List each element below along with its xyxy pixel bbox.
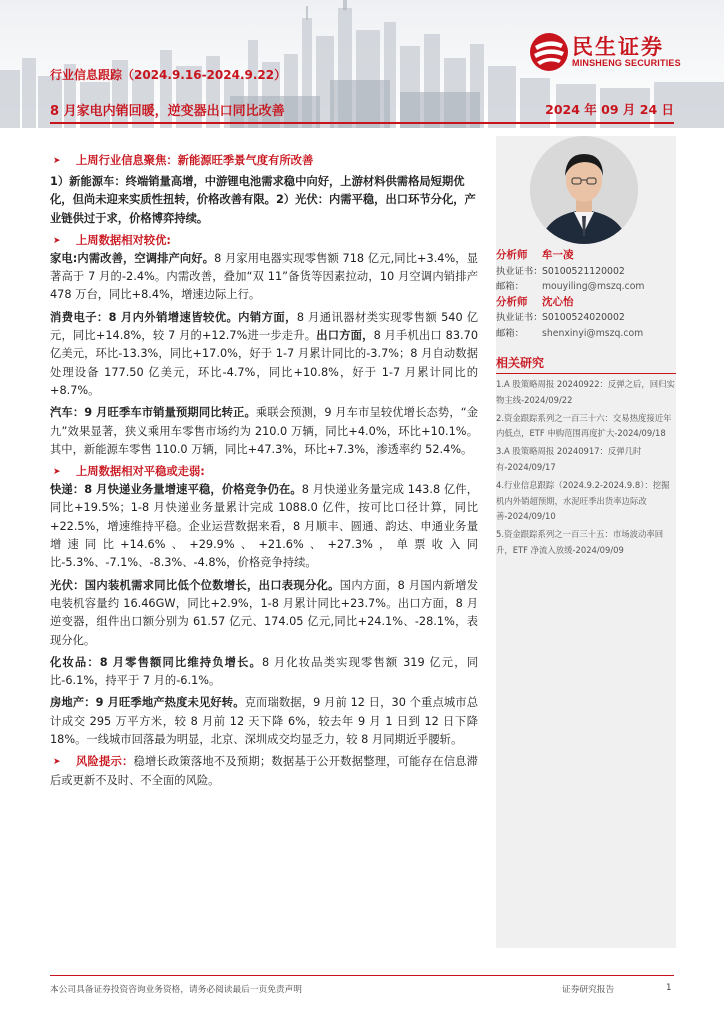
intro-paragraph: 1）新能源车：终端销量高增，中游锂电池需求稳中向好，上游材料供需格局短期优化，但尚未迎来实质性扭转，价格改善有限。2）光伏：内需平稳，出口环节分化，产业链供过于求，价格博弈持续。 (50, 175, 476, 225)
paragraph-real-estate: 房地产：9 月旺季地产热度未见好转。克而瑞数据，9 月前 12 日，30 个重点城市总计成交 295 万平方米，较 8 月前 12 天下降 6%，较去年 9 月 1 日到 12 日下降 18%。一线城市回落最为明显，北京、深圳成交均显乏力，较 8 月同期近乎腰斩。 (50, 696, 478, 747)
cert-label: 执业证书： (496, 265, 543, 277)
paragraph-autos: 汽车：9 月旺季车市销量预期同比转正。乘联会预测，9 月车市呈较优增长态势，“金九”效果显著，狭义乘用车零售市场约为 210.0 万辆，同比+4.0%，环比+10.1%。其中，新能源车零售 110.0 万辆，同比+47.3%，环比+7.3%，渗透率约 52.4%。 (50, 406, 478, 456)
analyst-name: 沈心怡 (542, 295, 574, 308)
section-heading-weaker: ➤ 上周数据相对平稳或走弱: (50, 463, 478, 481)
brand-name-en: MINSHENG SECURITIES (572, 58, 681, 68)
paragraph-consumer-electronics: 消费电子：8 月内外销增速皆较优。内销方面，8 月通讯器材类实现零售额 540 亿元，同比+14.8%，较 7 月的+12.7%进一步走升。出口方面，8 月手机出口 83.70 亿美元，环比-13.3%，同比+17.0%，好于 1-7 月累计同比的-3.7%；8 月自动数据处理设备 177.50 亿美元，环比-4.7%，同比+10.8%，好于 1-7 月累计同比的+8.7%。 (50, 310, 479, 397)
report-date: 2024 年 09 月 24 日 (545, 102, 674, 117)
related-item[interactable]: 4.行业信息跟踪（2024.9.2-2024.9.8）：挖掘机内外销超预期，水泥旺季出货率边际改善-2024/09/10 (496, 479, 670, 522)
footer-report-kind: 证券研究报告 (562, 985, 615, 995)
cert-number: S0100524020002 (542, 312, 625, 323)
analyst-role: 分析师 (496, 295, 528, 308)
paragraph-express-delivery: 快递：8 月快递业务量增速平稳，价格竞争仍在。8 月快递业务量完成 143.8 亿件，同比+19.5%；1-8 月快递业务量累计完成 1088.0 亿件，按可比口径计算，同比+22.5%，增速维持平稳。企业运营数据来看，8 月顺丰、圆通、韵达、申通业务量增速同比+14.6%、+29.9%、+21.6%、+27.3%，单票收入同比-5.3%、-7.1%、-8.3%、-4.8%，价格竞争持续。 (50, 483, 478, 570)
paragraph-home-appliances: 家电:内需改善，空调排产向好。8 月家用电器实现零售额 718 亿元,同比+3.4%，显著高于 7 月的-2.4%。内需改善，叠加“双 11”备货等因素拉动，10 月空调内销排产 478 万台，同比+8.4%，增速边际上行。 (50, 251, 478, 302)
analyst-info (496, 248, 676, 341)
analyst-email[interactable]: shenxinyi@mszq.com (542, 327, 644, 339)
header-banner (0, 0, 724, 128)
related-item[interactable]: 2.资金跟踪系列之一百三十六：交易热度接近年内低点，ETF 申购范围再度扩大-2024/09/18 (496, 412, 672, 439)
related-item[interactable]: 3.A 股策略周报 20240917：反弹几时有-2024/09/17 (496, 446, 642, 472)
risk-warning: ➤ 风险提示：稳增长政策落地不及预期；数据基于公开数据整理，可能存在信息滞后或更新不及时、不全面的风险。 (50, 755, 478, 787)
paragraph-cosmetics: 化妆品：8 月零售额同比维持负增长。8 月化妆品类实现零售额 319 亿元，同比-6.1%，持平于 7 月的-6.1%。 (50, 655, 478, 688)
analyst-email[interactable]: mouyiling@mszq.com (542, 281, 645, 292)
related-item[interactable]: 1.A 股策略周报 20240922：反弹之后，回归实物主线-2024/09/22 (496, 379, 675, 405)
section-heading-focus: ➤ 上周行业信息聚焦：新能源旺季景气度有所改善 (50, 152, 478, 170)
title-divider (50, 122, 674, 124)
arrow-bullet-icon: ➤ (53, 757, 61, 768)
page-number: 1 (666, 983, 672, 993)
sidebar (496, 136, 676, 948)
mail-label: 邮箱： (496, 327, 524, 339)
arrow-bullet-icon: ➤ (53, 235, 61, 246)
analyst-photo (530, 136, 638, 244)
related-research-list (496, 377, 676, 561)
paragraph-photovoltaic: 光伏：国内装机需求同比低个位数增长，出口表现分化。国内方面，8 月国内新增发电装机容量约 16.46GW，同比+2.9%，1-8 月累计同比+23.7%。出口方面，8 月逆变器，组件出口额分别为 61.57 亿元、174.05 亿元,同比+24.1%、-28.1%，表现分化。 (50, 578, 478, 647)
cert-number: S0100521120002 (542, 265, 625, 277)
related-divider (496, 373, 676, 374)
report-type: 行业信息跟踪（2024.9.16-2024.9.22） (50, 68, 287, 82)
report-title: 8 月家电内销回暖，逆变器出口同比改善 (50, 104, 285, 119)
section-heading-better: ➤ 上周数据相对较优: (50, 232, 478, 250)
arrow-bullet-icon: ➤ (53, 156, 61, 166)
footer-disclaimer: 本公司具备证券投资咨询业务资格，请务必阅读最后一页免责声明 (50, 985, 302, 995)
related-item[interactable]: 5.资金跟踪系列之一百三十五：市场波动率回升，ETF 净流入放缓-2024/09/09 (496, 529, 664, 555)
mail-label: 邮箱： (496, 281, 524, 292)
footer-divider (50, 975, 674, 976)
related-research-heading: 相关研究 (496, 356, 545, 370)
arrow-bullet-icon: ➤ (53, 467, 61, 478)
cert-label: 执业证书： (496, 312, 543, 323)
brand-name: 民生证券 (572, 35, 664, 59)
analyst-role: 分析师 (496, 249, 528, 261)
main-content (50, 152, 478, 790)
analyst-name: 牟一凌 (542, 249, 574, 261)
